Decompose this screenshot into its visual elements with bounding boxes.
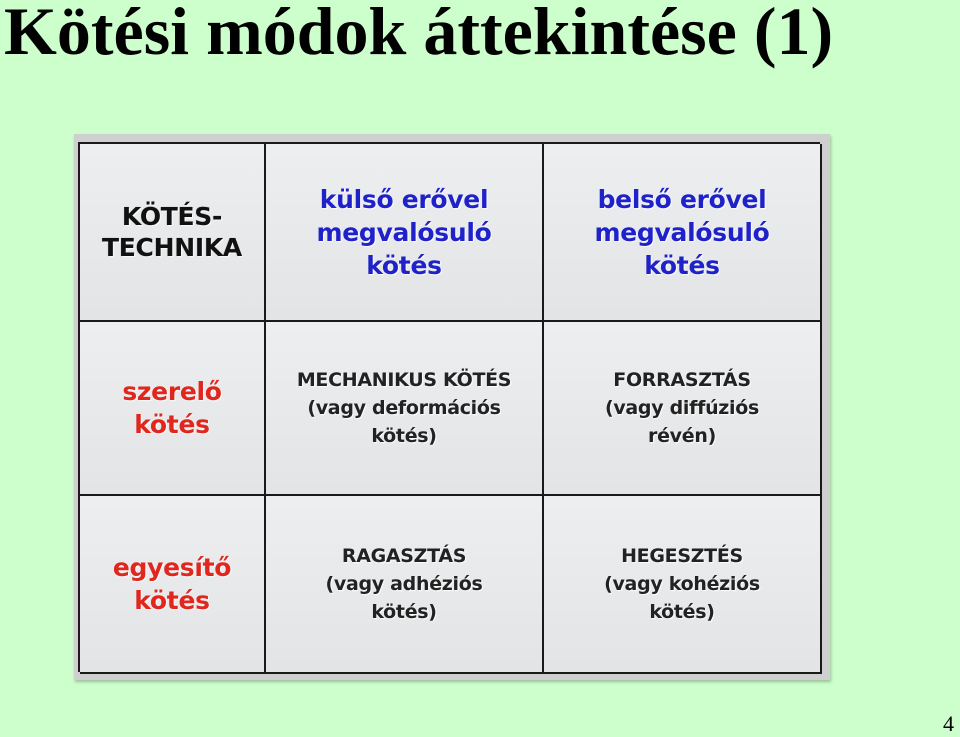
- cell-mechanical-joining: [266, 322, 544, 496]
- cell-label: MECHANIKUS KÖTÉS (vagy deformációs kötés): [296, 368, 512, 448]
- joining-methods-table: [78, 142, 820, 672]
- row-header-label: szerelő kötés: [122, 377, 222, 439]
- cell-adhesive-bonding: [266, 496, 544, 674]
- row-header-assembly-joint: [80, 322, 266, 496]
- column-header-external-force: [266, 144, 544, 322]
- corner-label: KÖTÉS- TECHNIKA: [102, 201, 242, 262]
- cell-label: FORRASZTÁS (vagy diffúziós révén): [604, 368, 760, 448]
- slide-title: Kötési módok áttekintése (1): [4, 0, 834, 69]
- page-number: 4: [943, 711, 954, 736]
- corner-cell: [80, 144, 266, 322]
- column-header-label: belső erővel megvalósuló kötés: [594, 184, 770, 280]
- column-header-label: külső erővel megvalósuló kötés: [316, 184, 492, 280]
- cell-welding: [544, 496, 822, 674]
- cell-soldering: [544, 322, 822, 496]
- row-header-unifying-joint: [80, 496, 266, 674]
- cell-label: HEGESZTÉS (vagy kohéziós kötés): [604, 544, 760, 624]
- cell-label: RAGASZTÁS (vagy adhéziós kötés): [325, 544, 483, 624]
- column-header-internal-force: [544, 144, 822, 322]
- row-header-label: egyesítő kötés: [112, 553, 232, 615]
